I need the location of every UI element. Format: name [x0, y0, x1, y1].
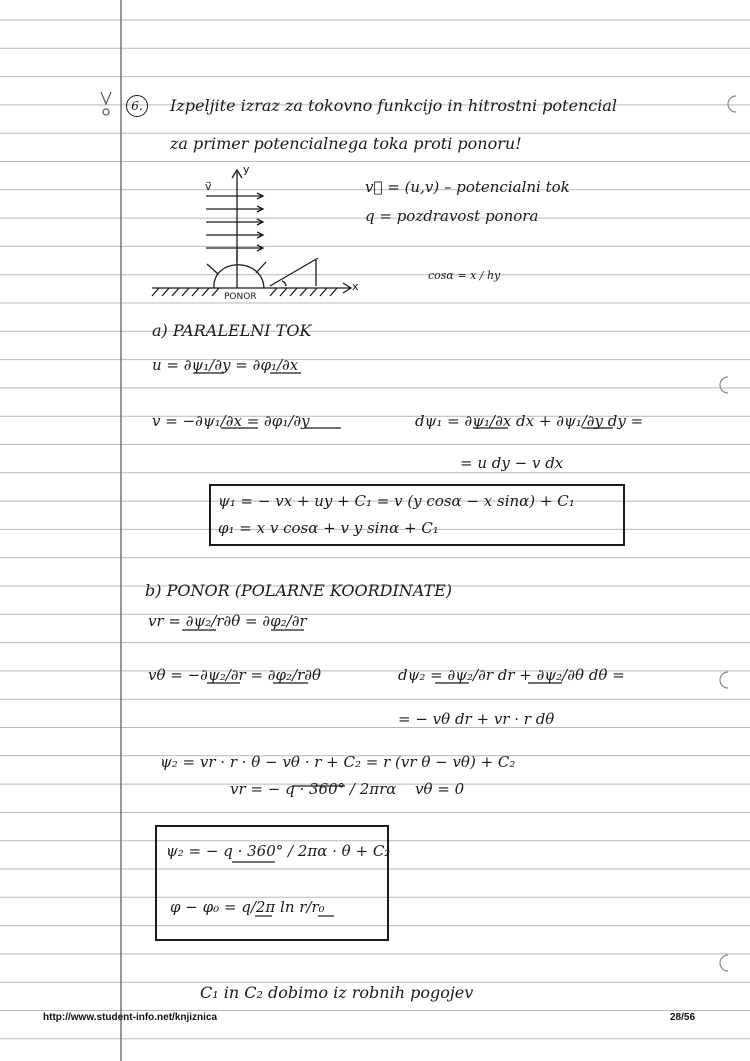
q-definition: q = pozdravost ponora — [365, 207, 539, 225]
diagram-label-ponor: PONOR — [224, 292, 257, 302]
footer-page-number: 28/56 — [670, 1012, 696, 1023]
velocity-note: v⃗ = (u,v) – potencialni tok — [365, 178, 570, 196]
diagram-label-v: v⃗ — [205, 180, 212, 193]
cos-note: cosα = x / hy — [428, 269, 501, 282]
question-line-1: Izpeljite izraz za tokovno funkcijo in hitrostni potencial — [170, 96, 617, 115]
section-b-eq-psi2: ψ₂ = vr · r · θ − vθ · r + C₂ = r (vr θ − vθ) + C₂ — [160, 753, 516, 771]
section-a-phi1: φ₁ = x v cosα + v y sinα + C₁ — [218, 519, 439, 537]
check-mark — [101, 92, 111, 115]
section-a-title: a) PARALELNI TOK — [152, 321, 312, 340]
question-number: 6. — [126, 95, 148, 117]
section-b-title: b) PONOR (POLARNE KOORDINATE) — [145, 581, 453, 600]
section-a-eq-u: u = ∂ψ₁/∂y = ∂φ₁/∂x — [152, 356, 299, 374]
section-a-psi1: ψ₁ = − vx + uy + C₁ = v (y cosα − x sinα) + C₁ — [218, 492, 575, 510]
section-a-eq-dpsi-result: = u dy − v dx — [460, 454, 564, 472]
sink-ellipse — [214, 265, 264, 288]
diagram-label-x: x — [352, 280, 359, 293]
section-a-eq-v: v = −∂ψ₁/∂x = ∂φ₁/∂y — [152, 412, 310, 430]
section-a-eq-dpsi: dψ₁ = ∂ψ₁/∂x dx + ∂ψ₁/∂y dy = — [415, 412, 644, 430]
section-b-eq-vr: vr = ∂ψ₂/r∂θ = ∂φ₂/∂r — [148, 612, 307, 630]
section-b-eq-vtheta-value: vθ = 0 — [415, 780, 465, 798]
hole-marks — [720, 96, 736, 971]
section-b-psi2: ψ₂ = − q · 360° / 2πα · θ + C₂ — [166, 842, 391, 860]
flow-diagram — [152, 170, 351, 296]
question-line-2: za primer potencialnega toka proti ponoru! — [170, 134, 522, 153]
diagram-label-y: y — [243, 163, 250, 176]
section-b-phi: φ − φ₀ = q/2π ln r/r₀ — [170, 898, 325, 916]
closing-note: C₁ in C₂ dobimo iz robnih pogojev — [200, 983, 474, 1002]
section-b-eq-vtheta: vθ = −∂ψ₂/∂r = ∂φ₂/r∂θ — [148, 666, 322, 684]
section-b-eq-dpsi-result: = − vθ dr + vr · r dθ — [398, 710, 555, 728]
section-b-eq-vr-value: vr = − q · 360° / 2πrα — [230, 780, 397, 798]
footer-url: http://www.student-info.net/knjiznica — [43, 1012, 218, 1023]
section-b-eq-dpsi: dψ₂ = ∂ψ₂/∂r dr + ∂ψ₂/∂θ dθ = — [398, 666, 625, 684]
